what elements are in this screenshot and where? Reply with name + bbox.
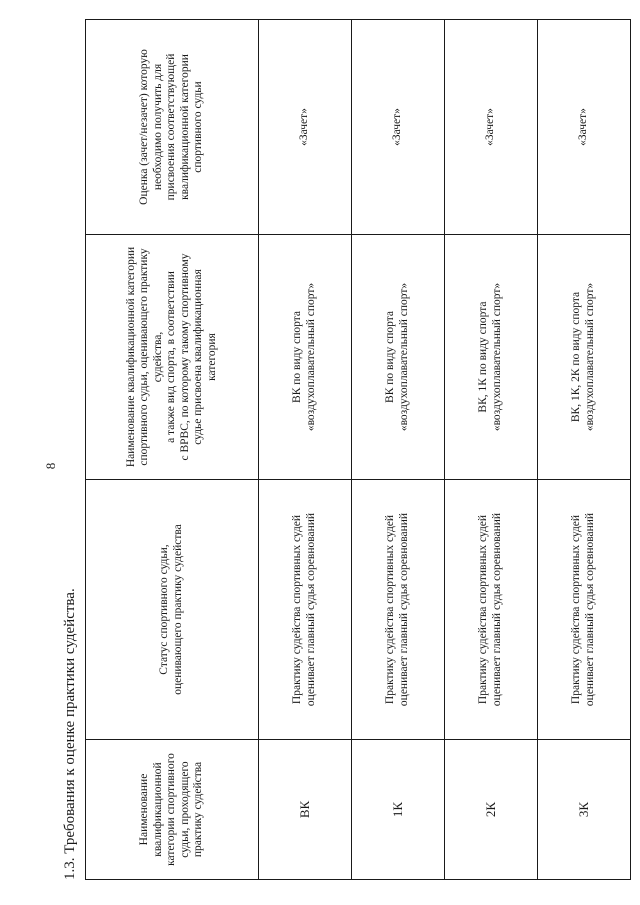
evaluator-cell: [352, 235, 445, 480]
header-category: [86, 740, 259, 880]
header-evaluator-line: с ВРВС, по которому такому спортивному: [178, 253, 191, 461]
status-cell: [259, 480, 352, 740]
header-grade-line: квалификационной категории: [178, 54, 191, 200]
header-category-line: практику судейства: [192, 761, 205, 858]
table-row: [352, 20, 445, 880]
status-line: Практику судейства спортивных судей: [291, 514, 304, 705]
header-evaluator-line: судейства,: [151, 331, 164, 383]
table-row: [259, 20, 352, 880]
header-category-line: судьи, проходящего: [178, 761, 191, 858]
header-category-line: Наименование: [138, 773, 151, 846]
evaluator-cell: [445, 235, 538, 480]
status-line: оценивает главный судья соревнований: [398, 512, 410, 707]
header-evaluator: [86, 235, 259, 480]
evaluator-line: «воздухоплавательный спорт»: [398, 282, 410, 432]
header-evaluator-line: категория: [205, 333, 218, 381]
table-row: [445, 20, 538, 880]
evaluator-line: «воздухоплавательный спорт»: [305, 282, 317, 432]
page-number: 8: [43, 462, 58, 470]
header-grade-line: Оценка (зачет/незачет) которую: [138, 49, 151, 205]
evaluator-line: «воздухоплавательный спорт»: [491, 282, 503, 432]
status-line: Практику судейства спортивных судей: [384, 514, 397, 705]
evaluator-cell: [538, 235, 631, 480]
header-grade-line: необходимо получить для: [151, 63, 164, 191]
header-evaluator-line: судье присвоена квалификационная: [192, 269, 205, 445]
header-evaluator-line: спортивного судьи, оценивающего практику: [138, 248, 151, 466]
header-status: [86, 480, 259, 740]
header-status-line: Статус спортивного судьи,: [158, 544, 171, 675]
status-line: оценивает главный судья соревнований: [584, 512, 596, 707]
evaluator-line: «воздухоплавательный спорт»: [584, 282, 596, 432]
status-cell: [352, 480, 445, 740]
grade-cell: «Зачет»: [352, 20, 445, 235]
header-evaluator-line: Наименование квалификационной категории: [124, 246, 137, 468]
category-cell: 2К: [445, 740, 538, 880]
evaluator-line: ВК по виду спорта: [291, 311, 304, 403]
grade-cell: «Зачет»: [445, 20, 538, 235]
evaluator-cell: [259, 235, 352, 480]
rotated-content: [55, 20, 635, 880]
section-heading: 1.3. Требования к оценке практики судейства.: [62, 588, 78, 880]
evaluator-line: ВК по виду спорта: [384, 311, 397, 403]
header-grade-line: присвоения соответствующей: [165, 53, 178, 201]
category-cell: ВК: [259, 740, 352, 880]
status-line: оценивает главный судья соревнований: [305, 512, 317, 707]
status-line: Практику судейства спортивных судей: [570, 514, 583, 705]
category-cell: 3К: [538, 740, 631, 880]
grade-cell: «Зачет»: [538, 20, 631, 235]
header-status-line: оценивающего практику судейства: [172, 524, 184, 695]
header-category-line: категории спортивного: [165, 753, 178, 866]
header-grade-line: спортивного судьи: [192, 81, 205, 173]
header-evaluator-line: а также вид спорта, в соответствии: [165, 271, 178, 443]
table-row: [538, 20, 631, 880]
category-cell: 1К: [352, 740, 445, 880]
practice-requirements-table: [85, 19, 631, 880]
grade-cell: «Зачет»: [259, 20, 352, 235]
header-category-line: квалификационной: [151, 762, 164, 857]
table-header-row: [86, 20, 259, 880]
status-cell: [445, 480, 538, 740]
header-grade: [86, 20, 259, 235]
evaluator-line: ВК, 1К, 2К по виду спорта: [570, 291, 583, 423]
status-line: оценивает главный судья соревнований: [491, 512, 503, 707]
evaluator-line: ВК, 1К по виду спорта: [477, 301, 490, 413]
status-line: Практику судейства спортивных судей: [477, 514, 490, 705]
status-cell: [538, 480, 631, 740]
